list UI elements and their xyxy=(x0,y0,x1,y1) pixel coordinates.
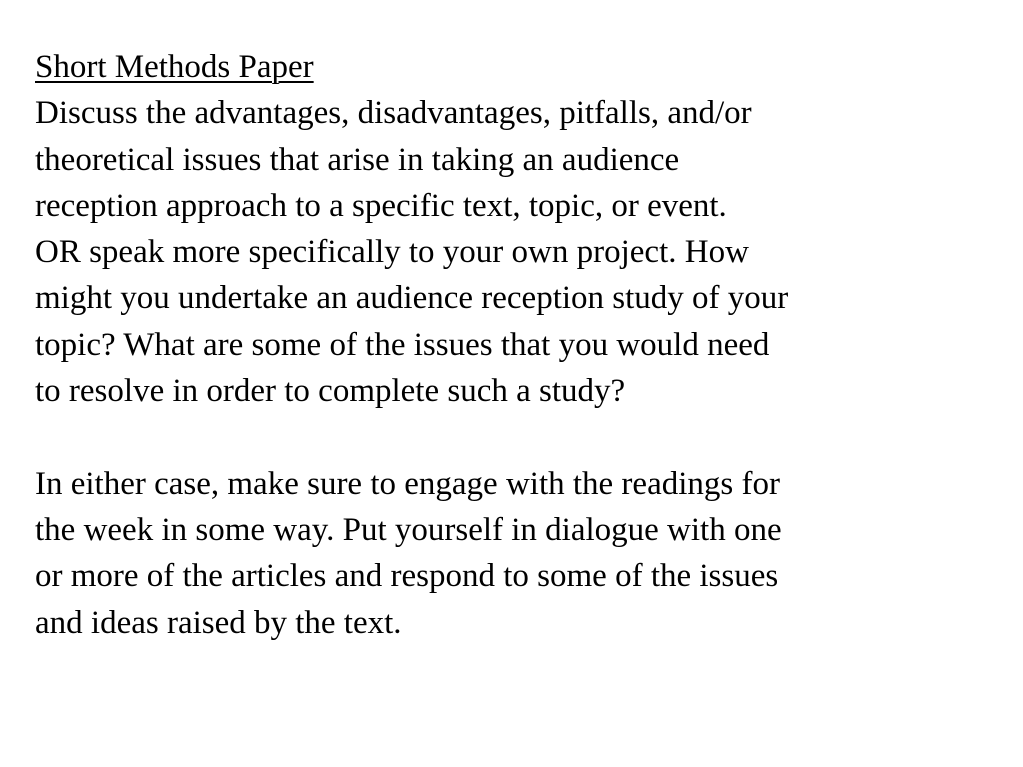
slide-body xyxy=(35,44,995,646)
paragraph-line: OR speak more specifically to your own project. How xyxy=(35,234,749,271)
paragraph-line: reception approach to a specific text, topic, or event. xyxy=(35,187,727,224)
paragraph-line: or more of the articles and respond to some of the issues xyxy=(35,558,779,595)
alternative-prompt-paragraph xyxy=(35,229,995,414)
paragraph-line: and ideas raised by the text. xyxy=(35,604,402,641)
paragraph-line: to resolve in order to complete such a study? xyxy=(35,373,626,410)
paragraph-spacer xyxy=(35,414,995,460)
page-title: Short Methods Paper xyxy=(35,49,314,85)
assignment-prompt-paragraph xyxy=(35,90,995,229)
paragraph-line: theoretical issues that arise in taking an audience xyxy=(35,141,680,178)
paragraph-line: the week in some way. Put yourself in dialogue with one xyxy=(35,511,782,548)
paragraph-line: In either case, make sure to engage with the readings for xyxy=(35,465,780,502)
readings-instruction-paragraph xyxy=(35,461,995,646)
paragraph-line: might you undertake an audience reception study of your xyxy=(35,280,789,317)
paragraph-line: Discuss the advantages, disadvantages, pitfalls, and/or xyxy=(35,95,752,132)
paragraph-line: topic? What are some of the issues that you would need xyxy=(35,326,770,363)
